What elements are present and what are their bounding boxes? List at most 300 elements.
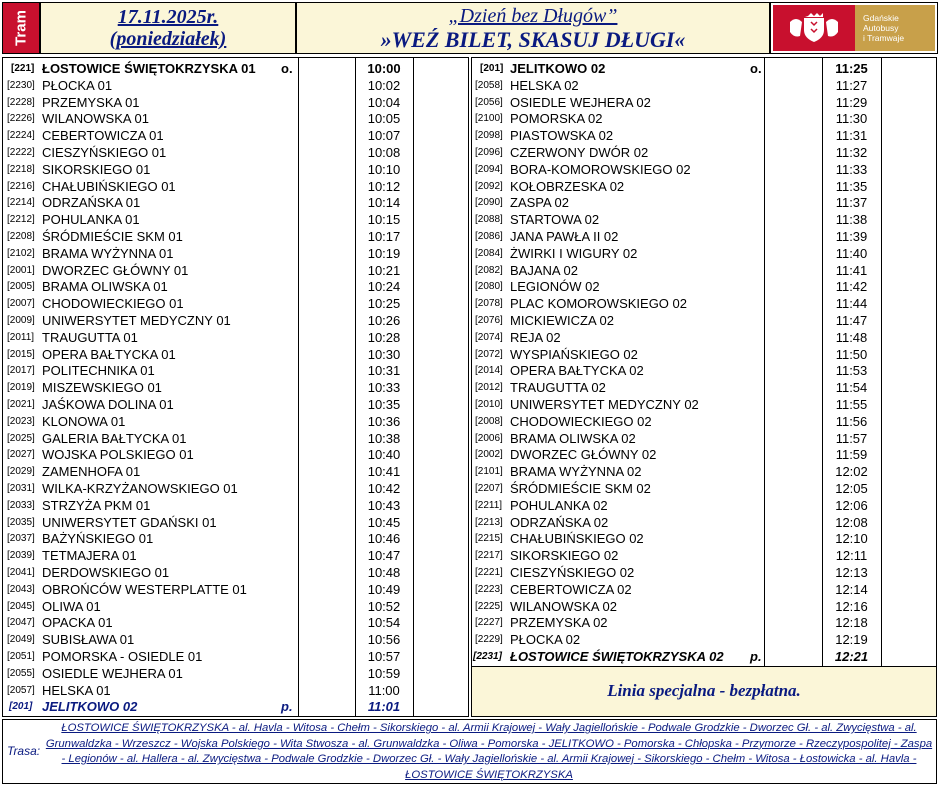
stop-row [3, 447, 468, 464]
coat-of-arms-icon [782, 12, 846, 44]
departure-time: 11:50 [835, 346, 868, 362]
stop-name: SUBISŁAWA 01 [42, 632, 135, 648]
stop-row [3, 111, 468, 128]
departure-time: 10:52 [367, 598, 401, 614]
departure-time: 10:07 [367, 128, 401, 144]
stop-row [3, 296, 468, 313]
departure-time: 11:56 [835, 413, 868, 429]
stop-name: CZERWONY DWÓR 02 [510, 145, 649, 160]
stop-name: POMORSKA 02 [510, 111, 603, 127]
departure-time: 10:40 [367, 447, 401, 463]
departure-time: 10:48 [367, 565, 401, 580]
stop-row [3, 599, 468, 616]
route-box [2, 719, 937, 784]
stop-name: BRAMA WYŻYNNA 01 [42, 245, 174, 261]
tram-label-tab [2, 2, 40, 54]
departure-time: 11:54 [835, 380, 868, 396]
departure-time: 10:54 [367, 615, 401, 631]
departure-time: 11:48 [835, 329, 868, 345]
stop-name: ŁOSTOWICE ŚWIĘTOKRZYSKA 02 [510, 649, 724, 664]
date-text: 17.11.2025r. [117, 6, 219, 28]
departure-time: 10:35 [367, 397, 401, 412]
stop-name: MISZEWSKIEGO 01 [42, 380, 162, 396]
stop-name: UNIWERSYTET MEDYCZNY 02 [510, 397, 699, 412]
stop-row [3, 565, 468, 582]
stop-name: CIESZYŃSKIEGO 02 [510, 565, 635, 580]
stop-name: OSIEDLE WEJHERA 01 [42, 665, 183, 681]
departure-time: 10:08 [367, 145, 401, 160]
stop-name: JELITKOWO 02 [42, 699, 138, 715]
stop-name: PRZEMYSKA 02 [510, 615, 608, 631]
departure-time: 10:47 [367, 548, 401, 564]
stop-row [472, 431, 936, 448]
stop-name: LEGIONÓW 02 [510, 279, 600, 295]
stop-name: TETMAJERA 01 [42, 548, 137, 564]
logo-text-line: Gdańskie [863, 13, 899, 23]
departure-time: 10:25 [367, 296, 401, 312]
stop-code: [2215] [475, 533, 503, 545]
route-label: Trasa: [7, 744, 41, 758]
stop-code: [2072] [475, 348, 503, 360]
departure-time: 12:06 [835, 497, 868, 513]
stop-code: [2096] [475, 147, 503, 158]
departure-time: 11:53 [835, 363, 868, 379]
stop-code: [2213] [475, 516, 503, 528]
departure-time: 10:28 [367, 329, 401, 345]
stop-name: TRAUGUTTA 01 [42, 329, 138, 345]
departure-time: 11:32 [835, 145, 868, 160]
stop-code: [2228] [7, 96, 35, 108]
logo-emblem [773, 5, 855, 51]
stop-name: JANA PAWŁA II 02 [510, 229, 619, 244]
departure-time: 10:30 [367, 346, 401, 362]
stop-code: [2011] [7, 331, 35, 343]
outbound-timetable [2, 57, 469, 717]
departure-time: 10:45 [367, 514, 401, 530]
title-line-2: »WEŹ BILET, SKASUJ DŁUGI« [380, 27, 686, 52]
stop-code: [2216] [7, 180, 35, 192]
stop-name: STRZYŻA PKM 01 [42, 497, 151, 513]
stop-row [472, 61, 936, 78]
stop-code: [2027] [7, 449, 35, 461]
stop-row [3, 481, 468, 498]
departure-time: 12:18 [835, 615, 868, 631]
stop-row [3, 330, 468, 347]
departure-time: 11:59 [835, 447, 868, 463]
stop-name: JAŚKOWA DOLINA 01 [42, 397, 174, 412]
departure-time: 10:10 [367, 161, 401, 177]
stop-code: [2010] [475, 399, 503, 410]
stop-row [472, 330, 936, 347]
stop-code: [2211] [475, 499, 503, 511]
stop-code: [2102] [7, 247, 35, 259]
stop-code: [2082] [475, 264, 503, 276]
stop-row [472, 128, 936, 145]
stop-row [3, 145, 468, 162]
stop-code: [2047] [7, 617, 35, 629]
stop-name: WILANOWSKA 02 [510, 598, 617, 614]
stop-name: MICKIEWICZA 02 [510, 313, 615, 328]
stop-row [472, 582, 936, 599]
stop-name: ODRZAŃSKA 01 [42, 195, 141, 211]
stop-row [3, 649, 468, 666]
stop-name: ZAMENHOFA 01 [42, 464, 141, 480]
stop-row [472, 111, 936, 128]
stop-name: OLIWA 01 [42, 598, 101, 614]
departure-time: 10:56 [367, 632, 401, 648]
stop-name: CEBERTOWICZA 01 [42, 128, 164, 144]
stop-name: TRAUGUTTA 02 [510, 380, 606, 396]
stop-row [3, 683, 468, 700]
departure-time: 11:39 [835, 229, 868, 244]
stop-row [472, 279, 936, 296]
departure-time: 10:14 [367, 195, 401, 211]
departure-time: 10:46 [367, 531, 401, 547]
departure-time: 11:57 [835, 430, 868, 446]
stop-code: [2019] [7, 382, 35, 394]
departure-time: 10:05 [367, 111, 401, 127]
stop-row [3, 397, 468, 414]
stop-row [3, 279, 468, 296]
stop-row [472, 515, 936, 532]
stop-name: JELITKOWO 02 [510, 61, 606, 76]
stop-row [472, 498, 936, 515]
departure-time: 12:02 [835, 464, 868, 480]
departure-time: 10:21 [367, 262, 401, 278]
stop-row [472, 632, 936, 649]
date-box [40, 2, 296, 54]
weekday-text: (poniedziałek) [109, 28, 227, 50]
departure-time: 11:27 [835, 77, 868, 93]
stop-name: BRAMA WYŻYNNA 02 [510, 464, 642, 480]
logo-text [855, 5, 935, 51]
stop-row [3, 666, 468, 683]
stop-code: [2041] [7, 567, 35, 578]
stop-name: WYSPIAŃSKIEGO 02 [510, 346, 638, 362]
stop-name: PIASTOWSKA 02 [510, 128, 614, 144]
stop-code: [2017] [7, 365, 35, 377]
stop-row [3, 431, 468, 448]
stop-row [472, 212, 936, 229]
stop-name: UNIWERSYTET GDAŃSKI 01 [42, 514, 217, 530]
stop-name: OBROŃCÓW WESTERPLATTE 01 [42, 581, 247, 597]
stop-code: [2101] [475, 466, 503, 478]
departure-time: 11:40 [835, 245, 868, 261]
stop-name: HELSKA 02 [510, 77, 579, 93]
stop-name: ŚRÓDMIEŚCIE SKM 01 [42, 229, 183, 244]
stop-code: [2025] [7, 432, 35, 444]
stop-name: DERDOWSKIEGO 01 [42, 565, 170, 580]
stop-name: PŁOCKA 02 [510, 632, 581, 648]
departure-time: 11:42 [835, 279, 868, 295]
stop-row [3, 515, 468, 532]
stop-name: KOŁOBRZESKA 02 [510, 178, 625, 194]
stop-row [472, 531, 936, 548]
stop-row [472, 296, 936, 313]
stop-code: [201] [480, 63, 504, 74]
stop-code: [2226] [7, 113, 35, 125]
stop-row [472, 313, 936, 330]
stop-row [3, 464, 468, 481]
stop-row [3, 498, 468, 515]
departure-time: 10:02 [367, 77, 401, 93]
stop-code: [2080] [475, 281, 503, 293]
departure-time: 10:43 [367, 497, 401, 513]
return-timetable [471, 57, 937, 717]
stop-mark: p. [750, 649, 762, 664]
departure-time: 11:37 [835, 195, 868, 211]
stop-code: [221] [11, 63, 35, 74]
stop-name: PŁOCKA 01 [42, 77, 113, 93]
stop-row [3, 195, 468, 212]
stop-code: [2094] [475, 163, 503, 175]
stop-name: PLAC KOMOROWSKIEGO 02 [510, 296, 687, 312]
stop-name: REJA 02 [510, 329, 561, 345]
stop-code: [2031] [7, 483, 35, 494]
stop-code: [2227] [475, 617, 503, 629]
stop-code: [2002] [475, 449, 503, 461]
stop-code: [2045] [7, 600, 35, 612]
stop-code: [2230] [7, 79, 35, 91]
departure-time: 11:38 [835, 212, 868, 228]
stop-row [472, 649, 936, 666]
stop-name: ZASPA 02 [510, 195, 570, 211]
title-box [296, 2, 770, 54]
stop-row [3, 61, 468, 78]
stop-code: [2056] [475, 96, 503, 108]
stop-code: [2058] [475, 79, 503, 91]
stop-row [472, 246, 936, 263]
departure-time: 11:44 [835, 296, 868, 312]
departure-time: 10:26 [367, 313, 401, 328]
stop-code: [2224] [7, 130, 35, 142]
departure-time: 10:41 [367, 464, 401, 480]
stop-code: [2225] [475, 600, 503, 612]
stop-code: [2100] [475, 113, 503, 125]
stop-row [3, 229, 468, 246]
stop-code: [2098] [475, 130, 503, 142]
stop-name: WILKA-KRZYŻANOWSKIEGO 01 [42, 481, 238, 496]
stop-name: CHAŁUBIŃSKIEGO 01 [42, 178, 176, 194]
stop-name: ŻWIRKI I WIGURY 02 [510, 245, 638, 261]
stop-row [3, 380, 468, 397]
route-description: ŁOSTOWICE ŚWIĘTOKRZYSKA - al. Havla - Witosa - Chełm - Sikorskiego - al. Armii Krajowej - Wały Jagiellońskie - Podwale Grodzkie - Dworzec Gł. - al. Zwycięstwa - al. Grunwaldzka - Wrzeszcz - Wojska Polskiego - Wita Stwosza - al. Grunwaldzka - Oliwa - Pomorska - JELITKOWO - Pomorska - Chłopska - Przymorze - Rzeczypospolitej - Zaspa - Legionów - al. Hallera - al. Zwycięstwa - Podwale Grodzkie - Dworzec Gł. - Wały Jagiellońskie - al. Armii Krajowej - Sikorskiego - Chełm - Witosa - Łostowicka - al. Havla - ŁOSTOWICE ŚWIĘTOKRZYSKA [45, 722, 933, 781]
stop-row [472, 565, 936, 582]
departure-time: 10:19 [367, 245, 401, 261]
stop-name: WOJSKA POLSKIEGO 01 [42, 447, 194, 463]
stop-name: SIKORSKIEGO 02 [510, 548, 619, 564]
departure-time: 12:16 [835, 598, 868, 614]
departure-time: 10:36 [367, 413, 401, 429]
stop-code: [2014] [475, 365, 503, 377]
stop-code: [2090] [475, 197, 503, 209]
stop-row [3, 615, 468, 632]
stop-row [3, 313, 468, 330]
stop-row [472, 179, 936, 196]
departure-time: 12:05 [835, 481, 868, 496]
stop-name: CEBERTOWICZA 02 [510, 581, 632, 597]
stop-row [3, 414, 468, 431]
stop-row [472, 263, 936, 280]
stop-row [3, 78, 468, 95]
stop-code: [2212] [7, 214, 35, 226]
stop-code: [2033] [7, 499, 35, 511]
stop-row [472, 347, 936, 364]
stop-row [3, 363, 468, 380]
logo [770, 2, 938, 54]
stop-name: CHAŁUBIŃSKIEGO 02 [510, 531, 644, 547]
stop-row [472, 397, 936, 414]
departure-time: 10:00 [367, 61, 401, 76]
stop-name: BAŻYŃSKIEGO 01 [42, 531, 154, 547]
departure-time: 10:57 [367, 649, 401, 664]
stop-code: [2035] [7, 516, 35, 528]
stop-name: HELSKA 01 [42, 682, 111, 698]
stop-name: ŁOSTOWICE ŚWIĘTOKRZYSKA 01 [42, 61, 256, 76]
stop-row [3, 531, 468, 548]
stop-code: [2086] [475, 231, 503, 242]
stop-code: [2057] [7, 684, 35, 696]
stop-name: STARTOWA 02 [510, 212, 600, 228]
stop-row [472, 363, 936, 380]
stop-code: [2055] [7, 667, 35, 679]
stop-code: [2005] [7, 281, 35, 293]
stop-name: ŚRÓDMIEŚCIE SKM 02 [510, 481, 651, 496]
stop-code: [2229] [475, 634, 503, 646]
stop-name: POHULANKA 02 [510, 497, 608, 513]
departure-time: 12:14 [835, 581, 868, 597]
departure-time: 11:00 [368, 682, 400, 698]
stop-mark: p. [281, 699, 293, 715]
departure-time: 10:17 [367, 229, 401, 244]
stop-row [3, 95, 468, 112]
departure-time: 12:19 [835, 632, 868, 648]
stop-row [472, 229, 936, 246]
stop-code: [2092] [475, 180, 503, 192]
departure-time: 12:13 [835, 565, 868, 580]
logo-text-line: Autobusy [863, 23, 899, 33]
stop-row [3, 699, 468, 716]
stop-name: GALERIA BAŁTYCKA 01 [42, 430, 187, 446]
stop-code: [2039] [7, 550, 35, 562]
stop-name: OPERA BAŁTYCKA 01 [42, 346, 176, 362]
departure-time: 11:41 [835, 262, 868, 278]
stop-name: CHODOWIECKIEGO 02 [510, 413, 652, 429]
stop-mark: o. [750, 61, 762, 76]
stop-name: BRAMA OLIWSKA 02 [510, 430, 636, 446]
stop-row [472, 548, 936, 565]
departure-time: 10:04 [367, 94, 401, 110]
departure-time: 10:42 [367, 481, 401, 496]
departure-time: 12:10 [835, 531, 868, 547]
stop-code: [201] [9, 701, 33, 713]
stop-code: [2007] [7, 298, 35, 310]
stop-row [472, 145, 936, 162]
stop-name: BORA-KOMOROWSKIEGO 02 [510, 161, 691, 177]
stop-row [3, 548, 468, 565]
stop-name: CIESZYŃSKIEGO 01 [42, 145, 167, 160]
departure-time: 11:33 [835, 161, 868, 177]
stop-code: [2051] [7, 651, 35, 662]
departure-time: 10:24 [367, 279, 401, 295]
stop-code: [2222] [7, 147, 35, 158]
stop-name: PRZEMYSKA 01 [42, 94, 140, 110]
stop-name: DWORZEC GŁÓWNY 01 [42, 262, 189, 278]
departure-time: 11:29 [835, 94, 868, 110]
stop-code: [2214] [7, 197, 35, 209]
stop-code: [2207] [475, 483, 503, 494]
stop-code: [2012] [475, 382, 503, 394]
departure-time: 10:59 [367, 665, 401, 681]
stop-row [3, 179, 468, 196]
departure-time: 11:01 [367, 699, 401, 715]
stop-code: [2009] [7, 315, 35, 326]
stop-code: [2078] [475, 298, 503, 310]
stop-row [472, 162, 936, 179]
stop-code: [2006] [475, 432, 503, 444]
stop-code: [2223] [475, 583, 503, 595]
departure-time: 11:47 [835, 313, 868, 328]
stop-code: [2021] [7, 399, 35, 410]
stop-row [472, 481, 936, 498]
stop-name: KLONOWA 01 [42, 413, 126, 429]
stop-name: POMORSKA - OSIEDLE 01 [42, 649, 203, 664]
stop-code: [2217] [475, 550, 503, 562]
free-line-note: Linia specjalna - bezpłatna. [472, 666, 936, 716]
stop-name: SIKORSKIEGO 01 [42, 161, 151, 177]
stop-row [3, 212, 468, 229]
logo-text-line: i Tramwaje [863, 33, 905, 43]
stop-name: OPERA BAŁTYCKA 02 [510, 363, 644, 379]
stop-code: [2043] [7, 583, 35, 595]
stop-code: [2088] [475, 214, 503, 226]
stop-row [472, 615, 936, 632]
stop-code: [2221] [475, 567, 503, 578]
departure-time: 11:25 [835, 61, 868, 76]
stop-code: [2218] [7, 163, 35, 175]
stop-row [472, 599, 936, 616]
stop-row [3, 246, 468, 263]
stop-name: CHODOWIECKIEGO 01 [42, 296, 184, 312]
stop-row [472, 380, 936, 397]
stop-code: [2049] [7, 634, 35, 646]
stop-name: DWORZEC GŁÓWNY 02 [510, 447, 657, 463]
stop-code: [2015] [7, 348, 35, 360]
stop-name: ODRZAŃSKA 02 [510, 514, 609, 530]
stop-name: BAJANA 02 [510, 262, 578, 278]
departure-time: 10:33 [367, 380, 401, 396]
stop-code: [2029] [7, 466, 35, 478]
stop-row [472, 95, 936, 112]
stop-row [472, 195, 936, 212]
stop-name: WILANOWSKA 01 [42, 111, 149, 127]
stop-row [3, 263, 468, 280]
title-line-1: „Dzień bez Długów” [448, 5, 618, 27]
stop-row [3, 632, 468, 649]
stop-code: [2076] [475, 315, 503, 326]
stop-code: [2231] [473, 651, 502, 662]
departure-time: 10:49 [367, 581, 401, 597]
stop-code: [2037] [7, 533, 35, 545]
departure-time: 10:12 [367, 178, 401, 194]
stop-code: [2084] [475, 247, 503, 259]
departure-time: 12:21 [834, 649, 869, 664]
stop-code: [2023] [7, 415, 35, 427]
stop-row [3, 162, 468, 179]
stop-code: [2074] [475, 331, 503, 343]
stop-row [3, 347, 468, 364]
stop-row [472, 447, 936, 464]
